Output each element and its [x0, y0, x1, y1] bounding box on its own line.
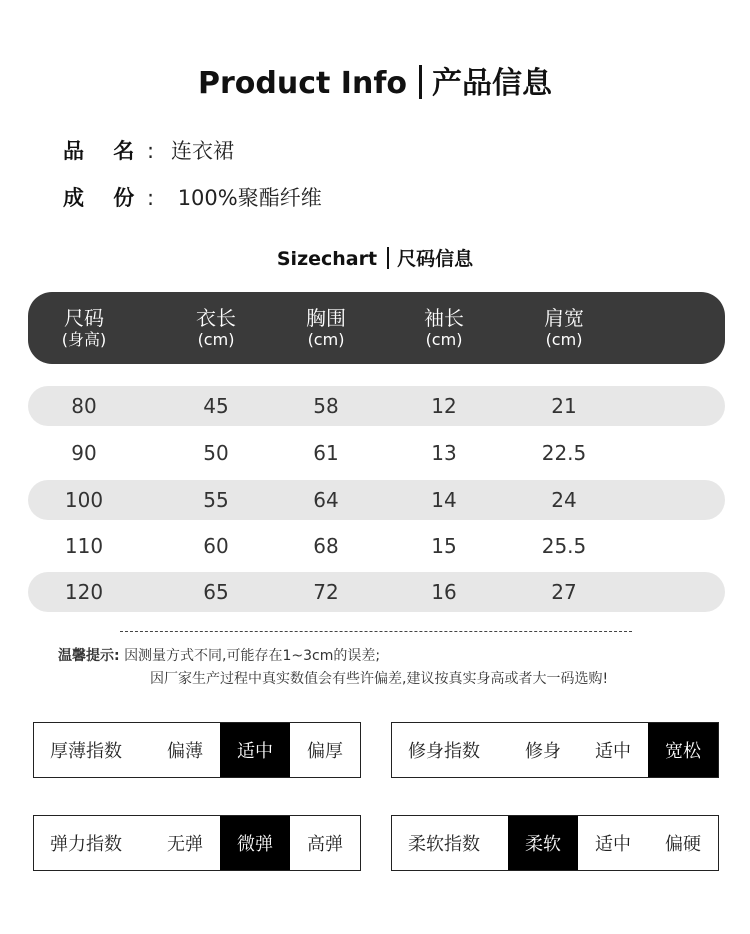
index-option-selected: 柔软 — [508, 816, 578, 870]
table-row — [28, 572, 725, 612]
index-option: 修身 — [525, 741, 561, 762]
index-name: 弹力指数 — [50, 834, 122, 855]
table-cell: 61 — [313, 441, 339, 465]
table-cell: 16 — [431, 580, 457, 604]
name-label-char-1: 品 — [63, 139, 84, 163]
header-sub: (cm) — [307, 330, 345, 349]
table-cell: 64 — [313, 488, 339, 512]
table-cell: 60 — [203, 534, 229, 558]
table-cell: 50 — [203, 441, 229, 465]
note-line-2: 因厂家生产过程中真实数值会有些许偏差,建议按真实身高或者大一码选购! — [150, 671, 609, 687]
table-cell: 15 — [431, 534, 457, 558]
sizechart-title-english: Sizechart — [276, 248, 378, 270]
header-col-sleeve — [384, 306, 504, 350]
fit-index — [391, 722, 719, 778]
sizechart-title — [0, 244, 750, 271]
index-option: 适中 — [595, 741, 631, 762]
composition-label — [63, 182, 147, 212]
elasticity-index — [33, 815, 361, 871]
index-option: 适中 — [595, 834, 631, 855]
table-cell: 120 — [64, 580, 104, 604]
title-english: Product Info — [198, 66, 407, 101]
index-name: 厚薄指数 — [50, 741, 122, 762]
table-cell: 72 — [313, 580, 339, 604]
index-option-selected: 适中 — [220, 723, 290, 777]
table-cell: 100 — [64, 488, 104, 512]
header-sub: (cm) — [197, 330, 235, 349]
note-line-1 — [58, 645, 380, 665]
table-cell: 58 — [313, 394, 339, 418]
table-row — [28, 386, 725, 426]
table-cell: 12 — [431, 394, 457, 418]
header-col-bust — [266, 306, 386, 350]
header-sub: (cm) — [545, 330, 583, 349]
table-cell: 65 — [203, 580, 229, 604]
header-sub: (cm) — [425, 330, 463, 349]
index-option-selected: 宽松 — [648, 723, 718, 777]
header-col-shoulder — [504, 306, 624, 350]
table-cell: 27 — [551, 580, 577, 604]
header-sub: (身高) — [61, 330, 107, 349]
table-cell: 45 — [203, 394, 229, 418]
index-option: 偏厚 — [307, 741, 343, 762]
header-label: 袖长 — [424, 306, 464, 330]
product-name-label — [63, 135, 147, 165]
index-option: 高弹 — [307, 834, 343, 855]
table-cell: 14 — [431, 488, 457, 512]
note-text-1: 因测量方式不同,可能存在1~3cm的误差; — [124, 648, 381, 664]
product-name-row — [63, 135, 234, 165]
table-cell: 110 — [64, 534, 104, 558]
composition-row — [63, 182, 322, 212]
table-cell: 13 — [431, 441, 457, 465]
table-row — [28, 526, 725, 566]
composition-value: 100%聚酯纤维 — [177, 186, 322, 210]
header-label: 尺码 — [64, 306, 104, 330]
name-label-char-2: 名 — [113, 139, 135, 163]
table-row — [28, 433, 725, 473]
header-label: 肩宽 — [544, 306, 584, 330]
header-col-size — [24, 306, 144, 350]
table-cell: 90 — [71, 441, 97, 465]
note-label: 温馨提示: — [58, 648, 120, 664]
size-table-header — [28, 292, 725, 364]
thickness-index — [33, 722, 361, 778]
name-colon: : — [147, 139, 155, 163]
index-option: 偏硬 — [665, 834, 701, 855]
header-label: 胸围 — [306, 306, 346, 330]
table-cell: 25.5 — [541, 534, 587, 558]
sizechart-title-chinese: 尺码信息 — [397, 248, 474, 270]
page-title — [0, 58, 750, 102]
dashed-divider — [120, 631, 632, 632]
title-chinese: 产品信息 — [431, 66, 552, 101]
product-name-value: 连衣裙 — [171, 139, 234, 163]
index-option-selected: 微弹 — [220, 816, 290, 870]
softness-index — [391, 815, 719, 871]
table-cell: 21 — [551, 394, 577, 418]
table-cell: 22.5 — [541, 441, 587, 465]
table-row — [28, 480, 725, 520]
table-cell: 24 — [551, 488, 577, 512]
index-name: 柔软指数 — [408, 834, 480, 855]
comp-label-char-1: 成 — [63, 186, 84, 210]
sizechart-title-divider — [387, 247, 389, 269]
table-cell: 80 — [71, 394, 97, 418]
comp-label-char-2: 份 — [113, 186, 135, 210]
header-col-length — [156, 306, 276, 350]
table-cell: 55 — [203, 488, 229, 512]
table-cell: 68 — [313, 534, 339, 558]
title-divider — [419, 65, 422, 99]
comp-colon: : — [147, 186, 155, 210]
index-option: 偏薄 — [167, 741, 203, 762]
index-option: 无弹 — [167, 834, 203, 855]
header-label: 衣长 — [196, 306, 236, 330]
index-name: 修身指数 — [408, 741, 480, 762]
